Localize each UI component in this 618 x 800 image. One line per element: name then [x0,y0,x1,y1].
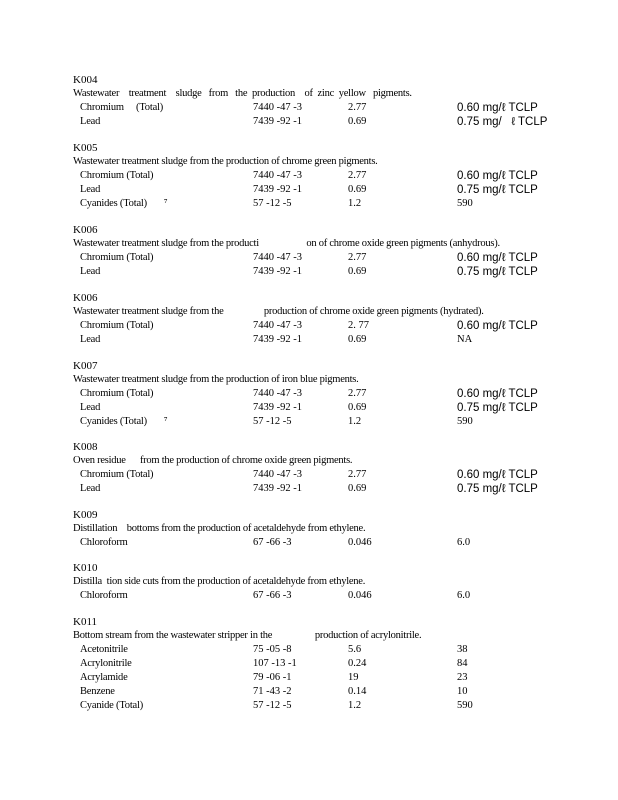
treatment-standard: NA [457,334,473,345]
cas-number: 57 -12 -5 [253,416,292,427]
waste-section-k005 [73,142,553,211]
constituent-row [73,251,553,265]
concentration-value: 0.69 [348,402,367,413]
cas-number: 7440 -47 -3 [253,388,302,399]
waste-code: K006 [73,224,98,236]
waste-code: K006 [73,292,98,304]
treatment-standard: 6.0 [457,590,471,601]
waste-description: Wastewater treatment sludge from the production of chrome oxide green pigments (hydrated). [73,306,484,317]
waste-code: K009 [73,509,98,521]
waste-description: Distilla tion side cuts from the production of acetaldehyde from ethylene. [73,576,366,587]
cas-number: 71 -43 -2 [253,686,292,697]
constituent-name: Cyanides (Total) ⁷ [80,198,168,209]
cas-number: 67 -66 -3 [253,590,292,601]
constituent-name: Chloroform [80,537,128,548]
concentration-value: 0.69 [348,184,367,195]
concentration-value: 0.69 [348,266,367,277]
cas-number: 79 -06 -1 [253,672,292,683]
cas-number: 57 -12 -5 [253,700,292,711]
concentration-value: 0.14 [348,686,367,697]
concentration-value: 2.77 [348,252,367,263]
waste-description: Distillation bottoms from the production of acetaldehyde from ethylene. [73,523,366,534]
constituent-row [73,482,553,496]
constituent-name: Benzene [80,686,115,697]
treatment-standard: 0.75 mg/ℓ TCLP [457,184,538,196]
constituent-row [73,415,553,429]
constituent-name: Acrylonitrile [80,658,132,669]
constituent-row [73,671,553,685]
constituent-row [73,101,553,115]
constituent-name: Lead [80,402,101,413]
cas-number: 75 -05 -8 [253,644,292,655]
waste-code: K010 [73,562,98,574]
waste-code: K008 [73,441,98,453]
constituent-name: Chromium (Total) [80,388,154,399]
concentration-value: 0.046 [348,590,372,601]
constituent-row [73,536,553,550]
waste-section-k008 [73,441,553,496]
constituent-row [73,589,553,603]
constituent-row [73,333,553,347]
concentration-value: 19 [348,672,359,683]
treatment-standard: 0.60 mg/ℓ TCLP [457,102,538,114]
treatment-standard: 0.60 mg/ℓ TCLP [457,252,538,264]
treatment-standard: 38 [457,644,468,655]
waste-section-k009 [73,509,553,550]
treatment-standard: 0.60 mg/ℓ TCLP [457,170,538,182]
waste-code: K005 [73,142,98,154]
waste-code: K004 [73,74,98,86]
concentration-value: 2.77 [348,102,367,113]
constituent-name: Chromium (Total) [80,469,154,480]
waste-description: Wastewater treatment sludge from the producti on of chrome oxide green pigments (anhydrous). [73,238,500,249]
concentration-value: 2.77 [348,469,367,480]
cas-number: 7439 -92 -1 [253,116,302,127]
treatment-standard: 6.0 [457,537,471,548]
concentration-value: 1.2 [348,416,362,427]
constituent-row [73,115,553,129]
concentration-value: 2.77 [348,388,367,399]
cas-number: 57 -12 -5 [253,198,292,209]
waste-description: Wastewater treatment sludge from the production of iron blue pigments. [73,374,359,385]
treatment-standard: 0.75 mg/ℓ TCLP [457,402,538,414]
treatment-standard: 0.60 mg/ℓ TCLP [457,469,538,481]
waste-section-k011 [73,616,553,713]
constituent-name: Cyanide (Total) [80,700,144,711]
constituent-row [73,643,553,657]
constituent-name: Chromium (Total) [80,252,154,263]
cas-number: 7440 -47 -3 [253,252,302,263]
concentration-value: 1.2 [348,198,362,209]
waste-section-k006-anhydrous [73,224,553,279]
constituent-row [73,468,553,482]
waste-description: Bottom stream from the wastewater stripper in the production of acrylonitrile. [73,630,422,641]
constituent-row [73,265,553,279]
constituent-row [73,657,553,671]
cas-number: 7439 -92 -1 [253,334,302,345]
treatment-standard: 590 [457,700,473,711]
treatment-standard: 10 [457,686,468,697]
concentration-value: 0.69 [348,483,367,494]
concentration-value: 0.24 [348,658,367,669]
constituent-name: Lead [80,116,101,127]
concentration-value: 1.2 [348,700,362,711]
constituent-row [73,169,553,183]
concentration-value: 0.69 [348,334,367,345]
constituent-name: Lead [80,184,101,195]
waste-description: Wastewater treatment sludge from the production of chrome green pigments. [73,156,378,167]
concentration-value: 0.046 [348,537,372,548]
constituent-row [73,319,553,333]
constituent-row [73,699,553,713]
cas-number: 7440 -47 -3 [253,469,302,480]
cas-number: 7439 -92 -1 [253,184,302,195]
concentration-value: 2. 77 [348,320,369,331]
cas-number: 7440 -47 -3 [253,320,302,331]
waste-description: Oven residue from the production of chrome oxide green pigments. [73,455,353,466]
waste-description: Wastewater treatment sludge from the production of zinc yellow pigments. [73,88,412,99]
constituent-row [73,197,553,211]
cas-number: 67 -66 -3 [253,537,292,548]
waste-code: K007 [73,360,98,372]
treatment-standard: 84 [457,658,468,669]
treatment-standard: 0.75 mg/ℓ TCLP [457,266,538,278]
waste-section-k007 [73,360,553,429]
constituent-row [73,401,553,415]
concentration-value: 5.6 [348,644,362,655]
constituent-name: Lead [80,266,101,277]
constituent-name: Acetonitrile [80,644,128,655]
constituent-row [73,183,553,197]
cas-number: 7439 -92 -1 [253,402,302,413]
waste-section-k010 [73,562,553,603]
waste-code: K011 [73,616,98,628]
constituent-row [73,685,553,699]
constituent-name: Cyanides (Total) ⁷ [80,416,168,427]
constituent-row [73,387,553,401]
concentration-value: 2.77 [348,170,367,181]
treatment-standard: 0.60 mg/ℓ TCLP [457,320,538,332]
concentration-value: 0.69 [348,116,367,127]
treatment-standard: 23 [457,672,468,683]
cas-number: 7440 -47 -3 [253,102,302,113]
waste-section-k006-hydrated [73,292,553,347]
treatment-standard: 0.75 mg/ℓ TCLP [457,483,538,495]
constituent-name: Chromium (Total) [80,102,164,113]
cas-number: 107 -13 -1 [253,658,297,669]
constituent-name: Lead [80,483,101,494]
cas-number: 7440 -47 -3 [253,170,302,181]
constituent-name: Chromium (Total) [80,320,154,331]
constituent-name: Chloroform [80,590,128,601]
cas-number: 7439 -92 -1 [253,266,302,277]
treatment-standard: 590 [457,416,473,427]
constituent-name: Chromium (Total) [80,170,154,181]
waste-section-k004 [73,74,553,129]
treatment-standard: 0.60 mg/ℓ TCLP [457,388,538,400]
constituent-name: Acrylamide [80,672,128,683]
cas-number: 7439 -92 -1 [253,483,302,494]
treatment-standard: 0.75 mg/ ℓ TCLP [457,116,548,128]
constituent-name: Lead [80,334,101,345]
treatment-standard: 590 [457,198,473,209]
